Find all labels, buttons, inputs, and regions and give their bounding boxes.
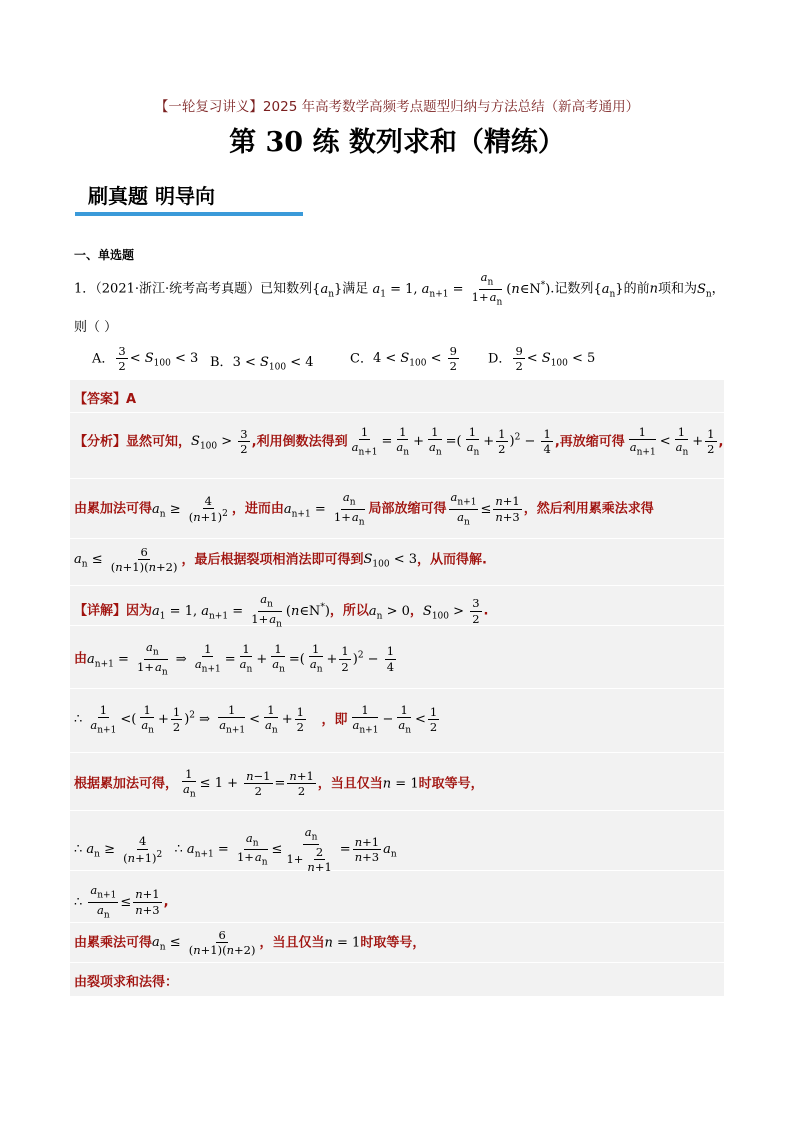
series-header: 【一轮复习讲义】2025 年高考数学高频考点题型归纳与方法总结（新高考通用） [154, 99, 640, 115]
divider [70, 962, 724, 963]
divider [70, 585, 724, 586]
detail-line-4: 根据累加法可得， $\frac{1}{a_n}$ ≤ 1 + $\frac{n-1}{2}$ = $\frac{n+1}{2}$ ，当且仅当n = 1时取等号， [74, 767, 484, 800]
question-source: （2021·浙江·统考高考真题） [95, 281, 261, 297]
option-a: A． $\frac{3}{2}$ < $S_{100} < 3$ [92, 344, 199, 374]
detail-line-7: 由累乘法可得$a_n$ ≤ $\frac{6}{(n+1)(n+2)}$ ，当且仅当n = 1时取等号， [74, 928, 426, 958]
analysis-line-2: 由累加法可得$a_n$ ≥ $\frac{4}{(n+1)^2}$ ，进而由$a_{n+1}$ = $\frac{a_n}{1+a_n}$ 局部放缩可得 $\frac{a_{n+1}}{a_n}$ ≤ $\frac{n+1}{n+3}$ ，然后利用累乘法求得 [74, 490, 654, 527]
analysis-line-1: 【分析】显然可知，$S_{100}$ > $\frac{3}{2}$ ,利用倒数法得到 $\frac{1}{a_{n+1}}$ = $\frac{1}{a_n}$ + $\frac{1}{a_n}$ =( $\frac{1}{a_n}$ + $\frac{1}{2}$ )$^2$ − $\frac{1}{4}$ ,再放缩可得 $\frac{1}{a_{n+1}}$ < $\frac{1}{a_n}$ + $\frac{1}{2}$ , [74, 425, 724, 458]
divider [70, 412, 724, 413]
question-continuation: 则（ ） [74, 320, 118, 335]
answer-line: 【答案】A [74, 392, 137, 407]
detail-line-3: ∴ $\frac{1}{a_{n+1}}$ <( $\frac{1}{a_n}$ + $\frac{1}{2}$ )$^2$ ⇒ $\frac{1}{a_{n+1}}$ < $\frac{1}{a_n}$ + $\frac{1}{2}$ ，即 $\frac{1}{a_{n+1}}$ − $\frac{1}{a_n}$ < $\frac{1}{2}$ [74, 703, 438, 736]
stem-text: 满足 [342, 281, 369, 297]
page-title: 第 30 练 数列求和（精练） [229, 127, 565, 158]
analysis-line-3: $a_n$ ≤ $\frac{6}{(n+1)(n+2)}$ ，最后根据裂项相消法即可得到$S_{100} < 3$，从而得解. [74, 545, 487, 575]
option-c: C．$4 < S_{100}$ < $\frac{9}{2}$ [350, 344, 457, 374]
detail-line-1: 【详解】因为$a_1 = 1$, $a_{n+1}$ = $\frac{a_n}{1+a_n}$ (n∈N*)，所以$a_n > 0$，$S_{100}$ > $\frac{3}{2}$ . [74, 592, 489, 629]
question-number: 1． [74, 281, 96, 297]
option-d: D． $\frac{9}{2}$ < $S_{100} < 5$ [488, 344, 596, 374]
divider [70, 478, 724, 479]
stem-text: 项和为 [657, 281, 697, 297]
answer-value: A [126, 392, 137, 407]
stem-text: 的前 [623, 281, 650, 297]
divider [70, 922, 724, 923]
detail-line-8: 由裂项求和法得： [74, 975, 179, 990]
detail-line-6: ∴ $\frac{a_{n+1}}{a_n}$ ≤ $\frac{n+1}{n+3}$ , [74, 883, 169, 920]
detail-line-2: 由$a_{n+1}$ = $\frac{a_n}{1+a_n}$ ⇒ $\frac{1}{a_{n+1}}$ = $\frac{1}{a_n}$ + $\frac{1}{a_n}$ =( $\frac{1}{a_n}$ + $\frac{1}{2}$ )$^2$ − $\frac{1}{4}$ [74, 640, 395, 677]
detail-line-5: ∴ $a_n$ ≥ $\frac{4}{(n+1)^2}$ ∴ $a_{n+1}$ = $\frac{a_n}{1+a_n}$ ≤ $a_n$ 1+ $\frac{2}{n+1}$ = $\frac{n+1}{n+3}$ $a_n$ [74, 825, 397, 874]
divider [70, 810, 724, 811]
option-b: B．$3 < S_{100} < 4$ [210, 355, 314, 373]
section-title: 刷真题 明导向 [88, 184, 215, 208]
divider [70, 752, 724, 753]
part-heading: 一、单选题 [74, 248, 135, 262]
question-stem: 1．（2021·浙江·统考高考真题）已知数列$\{a_n\}$满足 $a_1 = 1$, $a_{n+1}$ = $\frac{a_n}{1+a_n}$ (n∈N*).记数列$\{a_n\}$的前n项和为$S_n$， [74, 270, 725, 307]
stem-text: .记数列 [550, 281, 594, 297]
stem-text: ， [711, 281, 725, 297]
divider [70, 688, 724, 689]
divider [70, 538, 724, 539]
stem-text: 已知数列 [260, 281, 313, 297]
section-underline [75, 212, 303, 216]
